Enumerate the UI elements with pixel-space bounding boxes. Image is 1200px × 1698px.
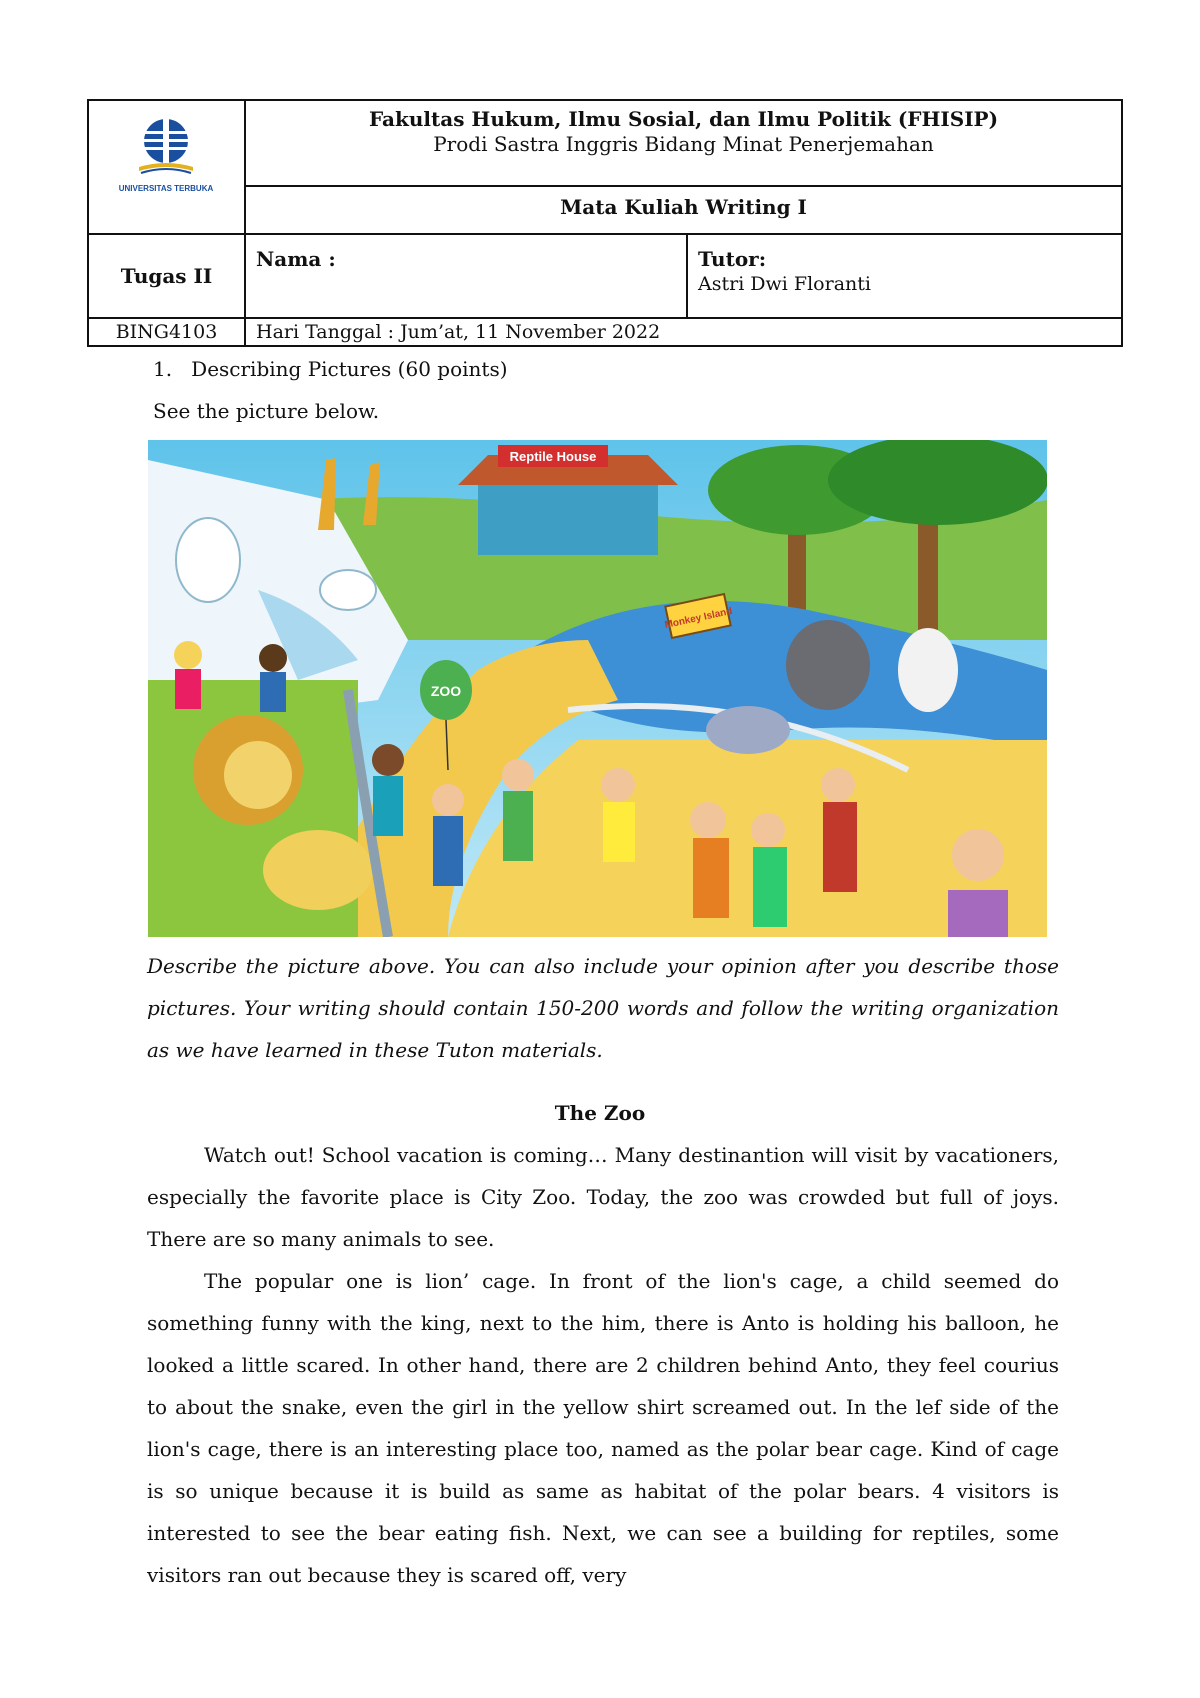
paragraph-text: Watch out! School vacation is coming… Many destinantion will visit by vacationers, especially the favorite place is City Zoo. Today, the zoo was crowded but full of joys. There are so many animals to see. [147,1143,1059,1251]
polar-bear-figure [176,518,240,602]
tutor-label: Tutor: [698,247,767,271]
question-heading: 1. Describing Pictures (60 points) [153,357,508,381]
monkey-island-sign: Monkey Island [663,605,734,631]
tutor-cell [687,234,1122,318]
university-logo-icon [89,101,244,229]
date-line: Hari Tanggal : Jum’at, 11 November 2022 [245,318,1122,346]
logo-cell [88,100,245,234]
header-table [87,99,1123,347]
logo-text: UNIVERSITAS TERBUKA [118,184,214,193]
see-picture-text: See the picture below. [153,399,380,423]
zoo-illustration [148,440,1047,937]
essay-paragraph-1 [147,1134,1059,1260]
task-label: Tugas II [88,234,245,318]
reptile-house-sign: Reptile House [509,449,597,464]
reptile-house-building [458,445,678,555]
name-label: Nama : [245,234,687,318]
tutor-name: Astri Dwi Floranti [698,273,871,295]
course-code: BING4103 [88,318,245,346]
course-title: Mata Kuliah Writing I [245,186,1122,234]
faculty-name: Fakultas Hukum, Ilmu Sosial, dan Ilmu Politik (FHISIP) [368,107,999,131]
svg-text:ZOO: ZOO [430,683,462,699]
essay-paragraph-2 [147,1260,1059,1596]
faculty-cell [245,100,1122,186]
paragraph-text: The popular one is lion’ cage. In front of the lion's cage, a child seemed do something funny with the king, next to the him, there is Anto is holding his balloon, he looked a little scared. In other hand, there are 2 children behind Anto, they feel courius to about the snake, even the girl in the yellow shirt screamed out. In the lef side of the lion's cage, there is an interesting place too, named as the polar bear cage. Kind of cage is so unique because it is build as same as habitat of the polar bears. 4 visitors is interested to see the bear eating fish. Next, we can see a building for reptiles, some visitors ran out because they is scared off, very [147,1269,1059,1587]
gorilla-figure [786,620,870,710]
hippo-figure [706,706,790,754]
instruction-text: Describe the picture above. You can also include your opinion after you describe those pictures. Your writing should contain 150-200 words and follow the writing organization as we have learned in these Tuton materials. [147,954,1059,1062]
program-name: Prodi Sastra Inggris Bidang Minat Penerjemahan [433,132,934,156]
essay-title: The Zoo [554,1101,646,1125]
